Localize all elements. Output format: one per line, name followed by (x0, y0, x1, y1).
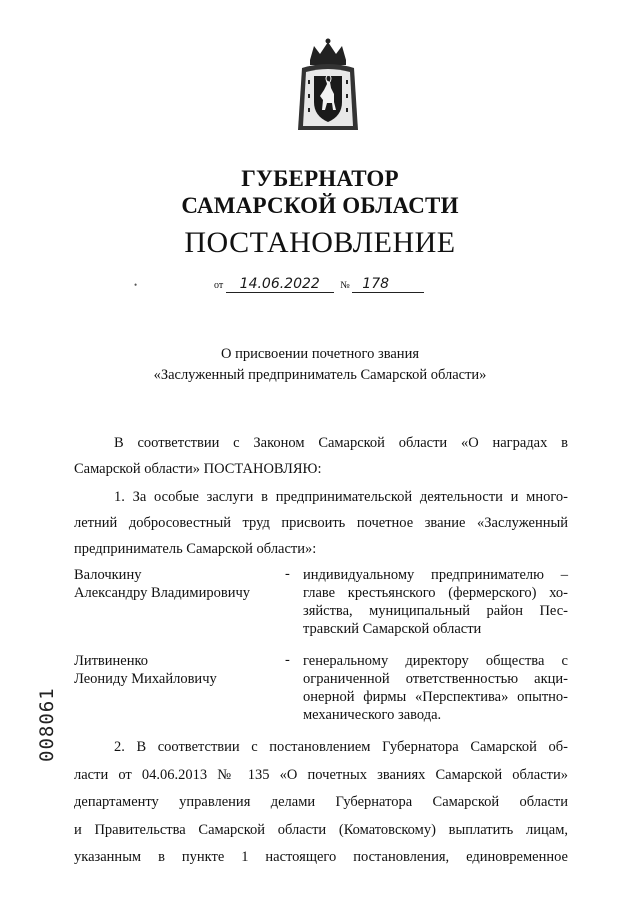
date-field (226, 276, 334, 293)
p1-line2: летний добросовестный труд присвоить почетное звание «Заслуженный (74, 515, 568, 531)
awardee-2-dash: - (285, 652, 290, 668)
paragraph-2 (74, 734, 568, 872)
awardee-1-desc-line2: главе крестьянского (фермерского) хо- (303, 585, 568, 601)
p2-line4: и Правительства Самарской области (Коматовскому) выплатить лицам, (74, 821, 568, 838)
p2-line5: указанным в пункте 1 настоящего постановления, единовременное (74, 849, 568, 865)
scan-mark: • (134, 280, 138, 290)
awardee-1-name (74, 566, 250, 602)
serial-number-stamp: 008061 (36, 687, 58, 762)
awardee-2-desc-line4: механического завода. (303, 707, 442, 723)
subject-line1: О присвоении почетного звания (221, 346, 419, 362)
p2-line2: ласти от 04.06.2013 № 135 «О почетных званиях Самарской области» (74, 766, 568, 783)
p2-line1: 2. В соответствии с постановлением Губернатора Самарской об- (114, 739, 568, 755)
awardee-2-given-names: Леониду Михайловичу (74, 671, 217, 687)
issuer-title-line2: САМАРСКОЙ ОБЛАСТИ (181, 193, 459, 218)
awardee-1-dash: - (285, 566, 290, 582)
paragraph-1 (74, 484, 568, 562)
samara-coat-of-arms-icon (296, 38, 360, 134)
awardee-2-name (74, 652, 217, 688)
awardee-1-desc-line1: индивидуальному предпринимателю – (303, 567, 568, 583)
intro-line2: Самарской области» ПОСТАНОВЛЯЮ: (74, 461, 322, 477)
number-value: 178 (362, 276, 390, 292)
awardee-2-description (303, 652, 568, 724)
p2-line3: департаменту управления делами Губернатора Самарской области (74, 794, 568, 810)
number-field (352, 276, 424, 293)
date-prefix: от (214, 280, 224, 291)
awardee-2-surname: Литвиненко (74, 653, 149, 669)
awardee-1-given-names: Александру Владимировичу (74, 585, 251, 601)
intro-paragraph (74, 430, 568, 482)
awardee-2-desc-line1: генеральному директору общества с (303, 653, 568, 669)
document-meta (214, 276, 424, 293)
p1-line3: предприниматель Самарской области»: (74, 541, 317, 557)
date-value: 14.06.2022 (239, 276, 320, 292)
document-subject (0, 344, 640, 386)
number-prefix: № (340, 280, 350, 291)
subject-line2: «Заслуженный предприниматель Самарской области» (153, 367, 487, 383)
document-type-title: ПОСТАНОВЛЕНИЕ (184, 226, 456, 259)
awardee-1-desc-line3: зяйства, муниципальный район Пес- (303, 603, 568, 619)
awardee-2-desc-line3: онерной фирмы «Перспектива» опытно- (303, 689, 568, 705)
awardee-1-desc-line4: травский Самарской области (303, 621, 482, 637)
awardee-1-description (303, 566, 568, 638)
intro-line1: В соответствии с Законом Самарской области «О наградах в (114, 435, 568, 451)
issuer-title-line1: ГУБЕРНАТОР (241, 166, 399, 191)
awardee-1-surname: Валочкину (74, 567, 142, 583)
p1-line1: 1. За особые заслуги в предпринимательской деятельности и много- (114, 489, 568, 505)
awardee-2-desc-line2: ограниченной ответственностью акци- (303, 671, 568, 687)
